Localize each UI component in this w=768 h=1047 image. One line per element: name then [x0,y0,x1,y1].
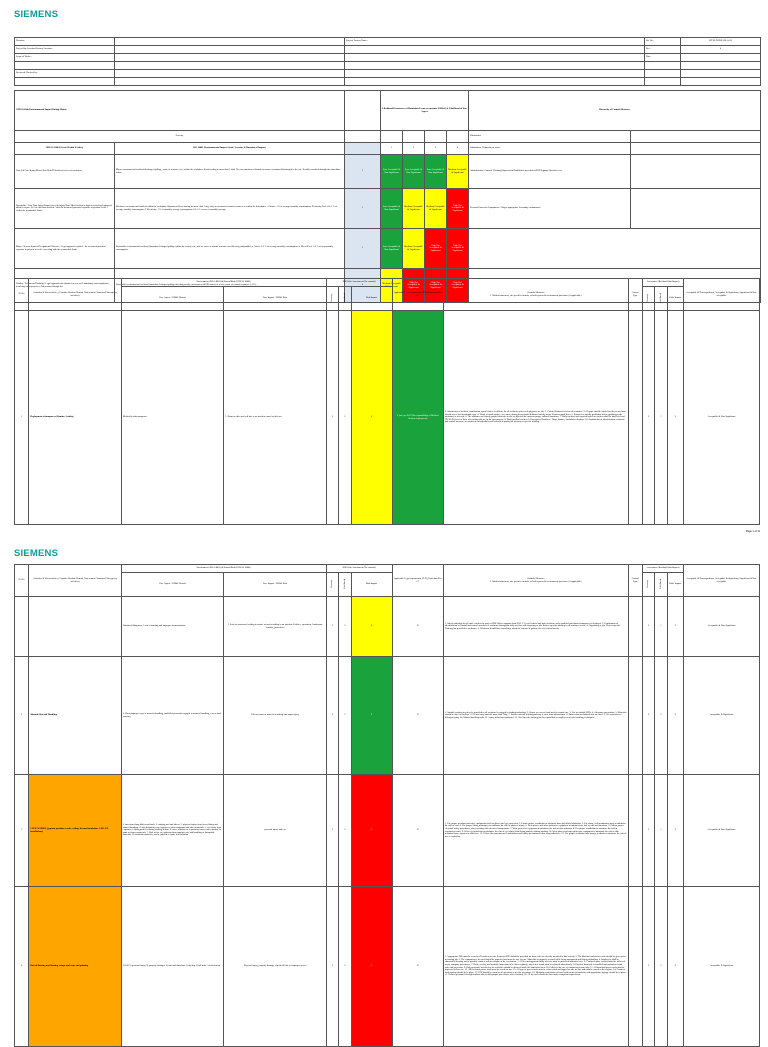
risk-assessment-table-p2 [14,564,760,1047]
row-likelihood: 2 [339,597,351,657]
col-sno: Sl. No. [15,565,29,597]
page-number: Page 1 of 11 [746,530,760,533]
row-accept: Acceptable & Significant [684,887,760,1047]
ppe-label: Personal Protective Equipments / Wages appropriate Secondary containment [469,189,631,229]
row-activity: Raised flooring and flooring, ramps and steps and painting [29,887,121,1047]
row-resid-severity: 3 [642,597,654,657]
project-header-table [14,37,761,86]
likelihood-level: 2 [403,143,425,155]
row-sno: 1 [15,311,29,525]
row-controls: 1. Safety induction for all staff/ workers by project HSE Officer support from HSE. 2. For all critical and risky activities only qualified and trained manpower is deployed. 3. Explanation of identification of Hazard and control measures to workmen throughout daily tool box talk departing of job. Project specific training to all workmen at site. 4. Organising of job. Project specific Training has provided to workmen. 5. Workmen should have knowledge about the scheme & golden rule of electrical safety. [443,597,628,657]
row-resid-likelihood: 1 [655,311,667,525]
likelihood-level: 4 [447,143,469,155]
row-resid-risk: 3 [667,311,683,525]
row-activity: CIVIL WORKS (gypsum partition works, ceiling, thermal insulation, GYR, PR installations) [29,775,121,887]
ref-no-label: Ref No: [645,38,681,46]
severity-level: 3 [345,229,381,269]
col-legal: Applicable Legal requirement (Y/N), Procedure/Ref # ? [392,279,443,311]
likelihood-level: 3 [425,143,447,155]
row-resid-severity: 3 [642,775,654,887]
col-risk: Risk/Impact [351,573,392,597]
row-resid-risk: 3 [667,597,683,657]
col-resid-likelihood: Likelihood [659,578,662,589]
row-likelihood: 3 [339,657,351,775]
admin-controls-label: Administrative Controls (Training/Supervision/Established procedures)/PPE/Signage/Operative etc) [469,155,631,189]
col-control-type: Control Type [628,565,642,597]
matrix-cell: High Not Acceptable & Significant [403,269,425,303]
siemens-logo: SIEMENS [14,9,59,20]
page-2 [0,540,768,1024]
matrix-cell: High Not Acceptable & Significant [447,189,469,229]
row-legal: Y (ref: per RA Pl & responsibility of Medical Section deployment) [392,311,443,525]
row-severity: 3 [326,311,338,525]
row-activity [29,597,121,657]
row-legal: N [392,657,443,775]
row-resid-likelihood: 1 [655,597,667,657]
ohsas-row-text: Fatality / Permanent Disability/ Legal approach not obtained or renewed/ mandatory non-compliance, involving consequences to 3rd persons through fire [15,269,115,303]
row-sno: 3 [15,775,29,887]
col-sno: Sl. No. [15,279,29,311]
likelihood-title: Likelihood/Occurrence of Hazardous Event or exposure (OH&S) & Likelihood of Env Aspect [381,91,469,131]
scope-label: Scope of Works : [15,54,115,62]
project-name-label: Project/ Factory Name : [345,38,645,46]
row-controls: 1. Use proper personal protective equipments such as gloves and eye protection. 2. Ensure proper ventilation to minimize dust and debris inhalation. 3. Use sharp, well-maintained tools to minimize the risk of cuts. 4. Use proper lifting techniques to minimize the risk of physical injury. 5. Wear gloves and other protective equipment to minimize the risk of cuts and abrasions. 6. Follow proper electrical safety procedures when working with electrical components. 7. Wear protective equipment to minimize the risk of skin irritation. 8. Use proper ventilation to minimize the risk of respiratory issues. 9. Wear eye protection to minimize the risk of eye injury from flying particles during sanding. 10. Wear gloves and other protective equipment to minimize the risk of skin irritation from exposure to adhesives. 11. Follow the manufacturer's instructions and safety precautions when using adhesives. 12. Use proper ventilation and storage methods to minimize the risk of fire or explosion. [443,775,628,887]
row-risk: 9 [351,887,392,1047]
row-legal: N [392,597,443,657]
col-resid-risk: Risk/ Impact [667,573,683,597]
risk-matrix-table [14,90,761,303]
matrix-cell: Low Acceptable & Non Significant [381,155,403,189]
col-activity: Activities & Sub activities, (Consider Routine/Normal, Non-routine/Abnormal/ Emergency activities) [29,279,121,311]
col-likelihood: Likelihood [343,578,346,589]
col-env-head: Environment (ISO 14001) & Hazard/Risk (OHSAS 18001) [121,279,326,287]
matrix-title: OHSAS Risk/Environmental Impact Rating Matrix [15,91,345,131]
row-resid-severity: 3 [642,311,654,525]
row-impact: Fall of person or material resulting into major injury [224,657,327,775]
row-aspect: 1. Using improper way of material handling, unskilled personals engaged in material handling, excess load carrying [121,657,224,775]
row-aspect: Medically unfit manpower [121,311,224,525]
row-activity: Manual Material Handling [29,657,121,775]
risk-assessment-table-p1 [14,278,760,525]
row-likelihood: 2 [339,311,351,525]
col-resid-likelihood: Likelihood [659,292,662,303]
col-controls: Controls Measures 1. Method statement, site specific controls, in built system & environment procedure (if applicable) [443,565,628,597]
row-resid-risk: 6 [667,887,683,1047]
matrix-cell: Medium Acceptable & Significant [403,189,425,229]
col-accept: Acceptable & Non-significant, Acceptable & Significant, Significant & Not-acceptable [684,279,760,311]
matrix-cell: High Not Acceptable & Significant [425,229,447,269]
elimination-label: Elimination [469,131,631,143]
row-aspect: Untrained Manpower, Lack of training and improper documentation [121,597,224,657]
row-aspect: 1) Fall 2) personal injury 3) property damages 4) cuts and abrasions 5) slip trip 6) fall from / electrocution [121,887,224,1047]
row-risk: 9 [351,657,392,775]
row-accept: Acceptable & Non Significant [684,311,760,525]
table-row [15,887,760,1047]
iso-heading: ISO 14001 (Environmental Impact (Scale, Severity, & Duration of Impact) [115,143,345,155]
col-impact: Env. Impact / OH&S Risk [224,287,327,311]
matrix-cell: Low Acceptable & Non Significant [381,189,403,229]
severity-label: Severity [15,131,345,143]
col-risk: Risk/Impact [351,287,392,311]
row-impact: 1. Harm to other and self due to an incident cause by their act [224,311,327,525]
row-impact: Physical injury, property damage, slip & fall due to improper access [224,887,327,1047]
row-aspect: 1. cuts from sharp blades and tools. 2. rotating tool and others. 3. physical injury from heavy lifting and manual handling. 4. skin irritation from exposure to joint compound and other materials. 5. eye injury from exposure to flying particles during sanding & dust. 6. noise irritation or respiratory issues from exposure to paint or former materials. 7. Risk of fire or explosion from improper use and handling of flammable materials. 8. insulation materials, can be inhaled or cause skin irritation. [121,775,224,887]
col-control-type: Control Type [628,279,642,311]
col-impact: Env. Impact / OH&S Risk [224,573,327,597]
severity-level: 4 [345,269,381,303]
matrix-cell: Low Acceptable & Non Significant [425,155,447,189]
col-env-head: Environment (ISO 14001) & Hazard/Risk (OHSAS 18001) [121,565,326,573]
row-risk: 6 [351,597,392,657]
row-likelihood: 3 [339,775,351,887]
col-resid-severity: Severity [647,293,650,302]
row-severity: 3 [326,887,338,1047]
row-legal: N [392,775,443,887]
severity-level: 1 [345,155,381,189]
ohsas-row-text: First Aid Case/Injury/Minor Skin Rash/Ill health of loss or no treatment [15,155,115,189]
iso-row-text: Minor environmental incident/discharge (spillage, waste of resource etc.) within the workplace & not leading to more than 1 shift. No concentration of harmful resources consumed/discharged to the site. Readily remedied through the immediate action. [115,155,345,189]
rev-label: Rev : [645,46,681,54]
row-controls: 1. Appropriate PPE must be worn by all workers on site & special PPE should be provided for those who are directly involved in this activity. 2. The Material and surface rails should be given prior to starting job. 3. The equipment to be used should be inspected and must be safe for use. Materials be properly secured while being transported and during offloading. 4. Employees shall be educated in keeping out of possible crush of roll-in collapse of the excavation. 5. All the underground utility services must be protected and taken care. 6. Confined space works should be followed as per company procedures. 7. Daily, weekly, and monthly inspection to be done regularly, any defect found must be reported immediately. 8. Physical barricade is installed and maintained with zone and no person. 9. Only personnel involved in the activities should be allowed inside the barricaded area. 10. Follow to the use of competent person only. 11. All hand and power tools must be inspected before use. 12. All electrical power tools must be tested for use. 13. All type of power tools must be color coded and tagged as safe for use and must be stored in the register. 14. Permit to work system should be in place. 15. PPE should be worn by all operators as per the job nature. 16. Maintain restrictions enclosed with means of hardware and appropriate signage should be in place. 17. Trained personnel through toolbox talk or daily proper procedures when working. 18. All the tools should be their under competent supervision. [443,887,628,1047]
table-row [15,597,760,657]
row-resid-likelihood: 2 [655,657,667,775]
row-resid-severity: 3 [642,887,654,1047]
row-risk: 9 [351,775,392,887]
col-aspect: Env. Aspect / OH&S Hazard [121,573,224,597]
matrix-cell: Low Acceptable & Non Significant [381,229,403,269]
col-resid-head: Assessment (Residual Risk/Impact) [642,565,683,573]
substitution-label: Substitution/ Reduction at source [469,143,631,155]
division-label: Division : [15,38,115,46]
row-resid-severity: 3 [642,657,654,775]
row-likelihood: 3 [339,887,351,1047]
row-sno: 4 [15,887,29,1047]
col-severity: Severity [331,293,334,302]
matrix-cell: Medium Acceptable & Significant [381,269,403,303]
table-row [15,775,760,887]
rev-value: 0 [681,46,761,54]
row-severity: 3 [326,657,338,775]
iso-row-text: Reportable environmental incident (hazardous leakages/spillage within the factory site, and/ or waste of natural resources as following (adjustable): a. Waste: 1-5 % of average monthly consumption: b. Diesel/Fuel: 1-5 % of avg monthly consumption. [115,229,345,269]
row-impact: personal injury and eye [224,775,327,887]
col-legal: Applicable Legal requirement (Y/N), Procedure/Ref # ? [392,565,443,597]
project-site-label: Project Site Location/Factory Location : [15,46,115,54]
row-sno: 2 [15,657,29,775]
ohsas-row-text: Reportable / Loss Time Injury/Impact for with Injury/Near Miss Incident at high severity/legal approach about to expire. In 2 weeks from accident / sites the measured potential exposure to persons or for 3 within the permissible limits [15,189,115,229]
row-severity: 3 [326,597,338,657]
matrix-cell: High Not Acceptable & Significant [425,269,447,303]
ohsas-heading: OHSAS 18001 (Occu. Health & Safety [15,143,115,155]
matrix-cell: High Not Acceptable & Significant [447,269,469,303]
col-severity: Severity [331,579,334,588]
iso-row-text: Reportable environmental incident (hazardous leakages/spillage affecting nearby environment & ISR issues) or severe waste of natural resources (>5%) ... [115,269,345,303]
matrix-cell: High Not Acceptable & Significant [447,229,469,269]
hierarchy-title: Hierarchy of Control Measures [469,91,761,131]
table-row [15,311,760,525]
col-hse-head: HSE Risk Assessment (No controls) [326,565,392,573]
row-controls: 1. Suitable training needs to be provided to all workmen's engaged in loading/unloading. 2. Ensure no excess loads used to control use. 3. Use of suitable PPEs. 4. Adequate supervision. 5. Materials should be done by trolleys. 6. Do not carry material more than 25kg. 7. Ensure material shifting pathway is clear from obstructions. 8. Ensure that mechanical aids are used. 9. Get assistance in lifting/carrying. 10. Manual handling tools. 11. Safety induction conducted. 12. Site-Specific training has been provided to employees on safe handling techniques. [443,657,628,775]
iso-row-text: Moderate environmental incident within the workplace/department & not lasting for more than 1 day, only on account of natural resources to within the Inheritance. A Waste : 1% of average monthly consumption; Electricity/Fuel: 0.5-1 % of average monthly consumption; 2 Electricity: 1 % of monthly average consumption: 0.5-1 % excess of monthly average. [115,189,345,229]
col-resid-risk: Risk/ Impact [667,287,683,311]
likelihood-level: 1 [381,143,403,155]
ohsas-row-text: Major / Serious Injuries/Occupational Diseases / Legal approach expired - the measured potential exposure to persons over the exceeding with the permissible limits [15,229,115,269]
table-row [15,657,760,775]
reviewed-by-label: Reviewed/Checked by : [15,70,115,78]
row-legal: N [392,887,443,1047]
row-resid-risk: 6 [667,657,683,775]
col-activity: Activities & Sub activities, (Consider Routine/Normal, Non-routine/Abnormal/ Emergency activities) [29,565,121,597]
severity-level: 2 [345,189,381,229]
col-controls: Controls Measures 1. Method statement, site specific controls, in built system & environment procedure (if applicable) [443,279,628,311]
col-resid-head: Assessment (Residual Risk/Impact) [642,279,683,287]
row-accept: Acceptable & Non Significant [684,775,760,887]
row-accept: Acceptable & Non Significant [684,597,760,657]
col-resid-severity: Severity [647,579,650,588]
row-resid-likelihood: 2 [655,887,667,1047]
row-sno [15,597,29,657]
matrix-cell: Low Acceptable & Non Significant [403,155,425,189]
row-risk: 6 [351,311,392,525]
ref-no-value: SIT/SLD/HSE/ORA-013 [681,38,761,46]
row-resid-likelihood: 1 [655,775,667,887]
row-impact: 1. Lack of awareness leading to unsafe act and resulting in an incident. Policies, operations, Inadequate controls, procedures [224,597,327,657]
col-aspect: Env. Aspect / OH&S Hazard [121,287,224,311]
matrix-cell: Medium Acceptable & Significant [403,229,425,269]
siemens-logo: SIEMENS [14,548,59,559]
matrix-cell: Medium Acceptable & Significant [425,189,447,229]
col-accept: Acceptable & Non-significant, Acceptable & Significant, Significant & Not-acceptable [684,565,760,597]
col-hse-head: HSE Risk Assessment (No controls) [326,279,392,287]
matrix-cell: Medium Acceptable & Significant [447,155,469,189]
row-resid-risk: 3 [667,775,683,887]
row-severity: 3 [326,775,338,887]
row-accept: Acceptable & Significant [684,657,760,775]
row-controls: 1. Submission of medical examination report/ fitness certificate for all workmen prior to deployment on site. 2. Colour blindness test for all workmen. 3. All guys should entitled for their tested and should screen for identifiable type. 4. Usage of mask works, eye exams, during dress should indicated strictly as per Siemens guide lines. 5. Entrance to strictly prohibited before grabbing work assistance is selected. 6. The workmen are strictly guided from site to site on directed the main on proper cultured functions. 7. Daily medical and reported based on workers shall be mid-level and HV/SV/R lines for these off workmeaths are in the first process. 8. Daily medical workers 9. Emergency Numbers - Hosp, Station, Ambulance displays. 10. Explanation of identification of hazard and control measures to workmen through daily tool box talk departing all job project specific training ... [443,311,628,525]
col-likelihood: Likelihood [343,292,346,303]
date-label: Date: [645,54,681,62]
row-activity: Deployment of manpower (Routine Activity) [29,311,121,525]
